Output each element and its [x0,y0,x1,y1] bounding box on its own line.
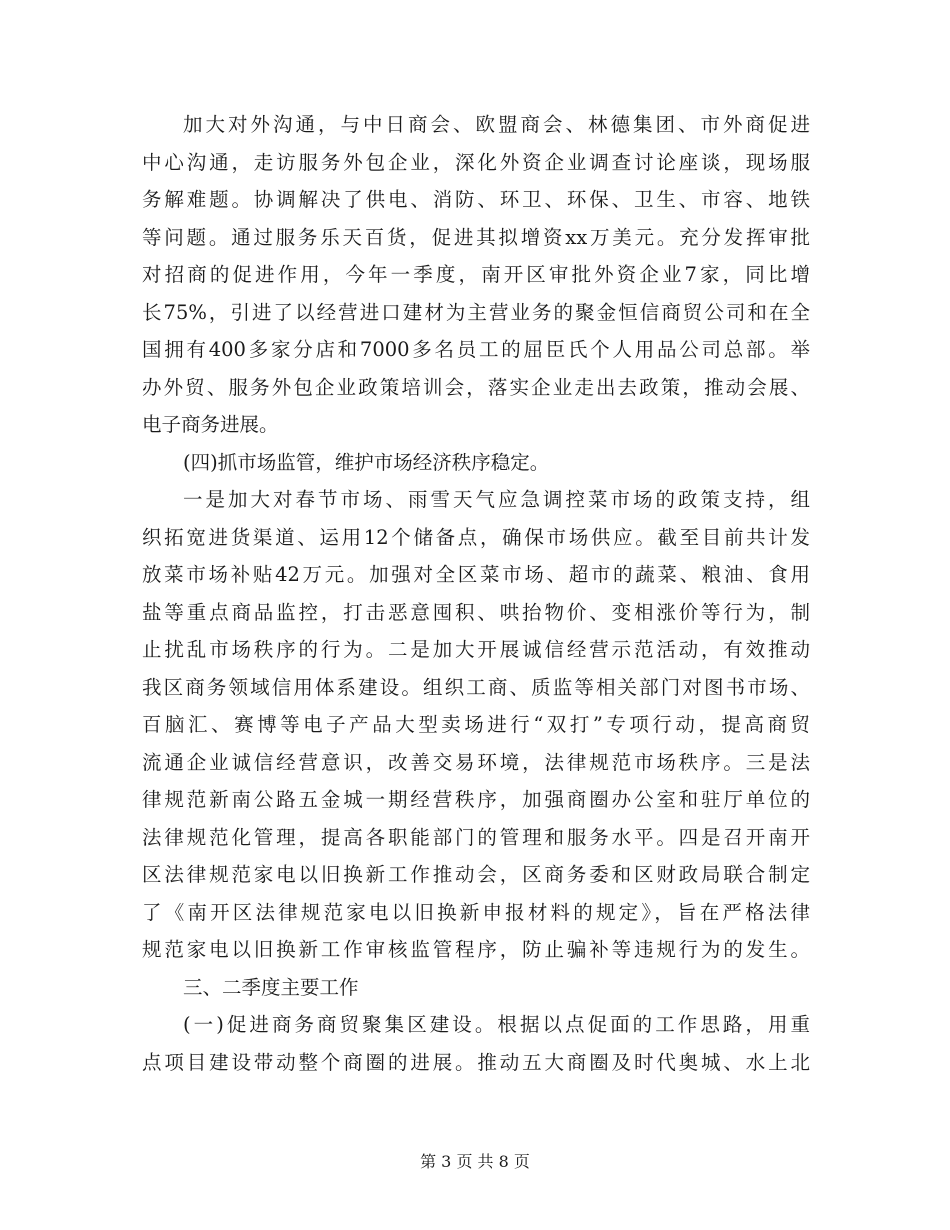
text-line: 了《南开区法律规范家电以旧换新申报材料的规定》，旨在严格法律 [142,900,810,924]
text-line: 我区商务领域信用体系建设。组织工商、质监等相关部门对图书市场、 [142,675,810,699]
text-line: 律规范新南公路五金城一期经营秩序，加强商圈办公室和驻厅单位的 [142,788,810,811]
text-line: (一)促进商务商贸聚集区建设。根据以点促面的工作思路，用重 [183,1013,810,1036]
text-line: 加大对外沟通，与中日商会、欧盟商会、林德集团、市外商促进 [183,113,810,136]
text-line: 等问题。通过服务乐天百货，促进其拟增资xx万美元。充分发挥审批 [142,225,810,249]
text-line: 三、二季度主要工作 [183,975,359,999]
text-line: 点项目建设带动整个商圈的进展。推动五大商圈及时代奥城、水上北 [142,1050,810,1074]
text-line: 法律规范化管理，提高各职能部门的管理和服务水平。四是召开南开 [142,825,810,849]
text-line: (四)抓市场监管，维护市场经济秩序稳定。 [183,450,550,474]
text-line: 中心沟通，走访服务外包企业，深化外资企业调查讨论座谈，现场服 [142,150,810,174]
text-line: 对招商的促进作用，今年一季度，南开区审批外资企业7家，同比增 [142,263,810,286]
text-line: 规范家电以旧换新工作审核监管程序，防止骗补等违规行为的发生。 [142,938,810,961]
text-line: 电子商务进展。 [142,413,279,436]
page-number-footer: 第 3 页 共 8 页 [420,1152,530,1171]
text-line: 放菜市场补贴42万元。加强对全区菜市场、超市的蔬菜、粮油、食用 [142,563,810,586]
text-line: 国拥有400多家分店和7000多名员工的屈臣氏个人用品公司总部。举 [142,338,810,361]
text-line: 长75%，引进了以经营进口建材为主营业务的聚金恒信商贸公司和在全 [142,300,810,324]
text-line: 百脑汇、赛博等电子产品大型卖场进行“双打”专项行动，提高商贸 [142,713,810,736]
text-line: 办外贸、服务外包企业政策培训会，落实企业走出去政策，推动会展、 [142,375,810,399]
text-line: 一是加大对春节市场、雨雪天气应急调控菜市场的政策支持，组 [183,488,810,511]
text-line: 盐等重点商品监控，打击恶意囤积、哄抬物价、变相涨价等行为，制 [142,600,810,624]
text-line: 止扰乱市场秩序的行为。二是加大开展诚信经营示范活动，有效推动 [142,638,810,661]
text-line: 务解难题。协调解决了供电、消防、环卫、环保、卫生、市容、地铁 [142,188,810,211]
text-line: 织拓宽进货渠道、运用12个储备点，确保市场供应。截至目前共计发 [142,525,810,549]
text-line: 流通企业诚信经营意识，改善交易环境，法律规范市场秩序。三是法 [142,750,810,774]
text-line: 区法律规范家电以旧换新工作推动会，区商务委和区财政局联合制定 [142,863,810,886]
document-body [142,106,810,1081]
